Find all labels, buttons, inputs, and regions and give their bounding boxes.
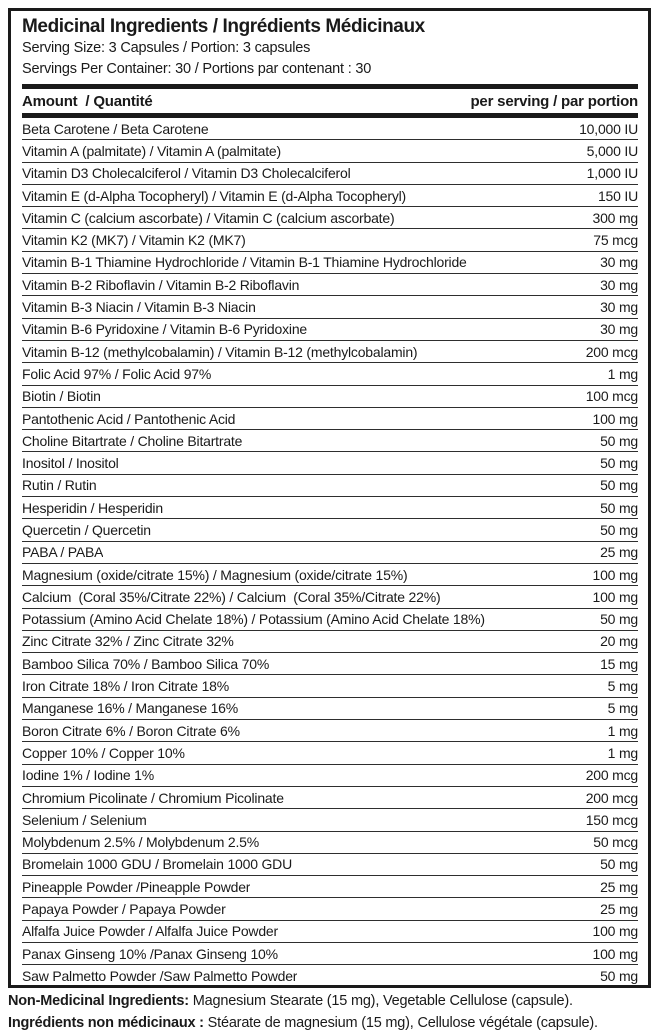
table-row [22,497,638,519]
ingredient-amount: 200 mcg [585,767,638,784]
ingredient-name: Vitamin D3 Cholecalciferol / Vitamin D3 Cholecalciferol [22,165,351,182]
table-row [22,720,638,742]
ingredient-amount: 30 mg [600,299,638,316]
table-row [22,163,638,185]
ingredient-name: PABA / PABA [22,544,104,561]
table-row [22,274,638,296]
table-row [22,118,638,140]
ingredient-name: Iron Citrate 18% / Iron Citrate 18% [22,678,229,695]
ingredient-amount: 50 mg [600,499,638,516]
ingredient-name: Inositol / Inositol [22,455,119,472]
table-row [22,631,638,653]
ingredient-amount: 100 mg [592,588,638,605]
ingredient-amount: 30 mg [600,321,638,338]
non-medicinal-line-en [8,991,653,1013]
ingredient-amount: 75 mcg [593,232,638,249]
table-row [22,653,638,675]
ingredient-name: Quercetin / Quercetin [22,521,151,538]
non-medicinal-text-en: Magnesium Stearate (15 mg), Vegetable Cellulose (capsule). [188,993,573,1009]
ingredient-amount: 1 mg [607,365,638,382]
table-row [22,921,638,943]
table-row [22,252,638,274]
ingredient-name: Choline Bitartrate / Choline Bitartrate [22,432,243,449]
table-row [22,519,638,541]
medicinal-ingredients-panel [8,8,651,988]
ingredient-amount: 20 mg [600,633,638,650]
non-medicinal-label-fr: Ingrédients non médicinaux : [8,1014,204,1031]
table-row [22,943,638,965]
ingredient-amount: 15 mg [600,655,638,672]
ingredient-amount: 200 mcg [585,343,638,360]
serving-size-line: Serving Size: 3 Capsules / Portion: 3 capsules [22,40,311,56]
table-row [22,609,638,631]
table-row [22,876,638,898]
table-row [22,319,638,341]
non-medicinal-text-fr: Stéarate de magnesium (15 mg), Cellulose végétale (capsule). [203,1014,598,1031]
ingredient-name: Rutin / Rutin [22,477,97,494]
table-row [22,341,638,363]
ingredient-amount: 300 mg [592,209,638,226]
ingredient-amount: 1,000 IU [586,165,638,182]
ingredient-amount: 25 mg [600,901,638,918]
non-medicinal-label-en: Non-Medicinal Ingredients: [8,993,189,1009]
ingredient-amount: 50 mg [600,521,638,538]
ingredient-amount: 150 mcg [585,811,638,828]
ingredient-amount: 5,000 IU [586,142,638,159]
table-row [22,675,638,697]
ingredient-name: Vitamin B-12 (methylcobalamin) / Vitamin B-12 (methylcobalamin) [22,343,418,360]
ingredient-amount: 50 mg [600,455,638,472]
ingredient-amount: 50 mg [600,968,638,985]
ingredient-amount: 100 mg [592,923,638,940]
table-row [22,765,638,787]
ingredient-amount: 100 mg [592,945,638,962]
ingredient-amount: 1 mg [607,722,638,739]
ingredient-rows [22,118,638,988]
table-row [22,229,638,251]
ingredient-name: Copper 10% / Copper 10% [22,744,185,761]
ingredient-amount: 50 mg [600,477,638,494]
ingredient-name: Molybdenum 2.5% / Molybdenum 2.5% [22,834,259,851]
table-row [22,542,638,564]
table-row [22,430,638,452]
table-row [22,475,638,497]
ingredient-name: Vitamin A (palmitate) / Vitamin A (palmitate) [22,142,281,159]
ingredient-name: Saw Palmetto Powder /Saw Palmetto Powder [22,968,298,985]
table-row [22,965,638,987]
ingredient-amount: 5 mg [607,678,638,695]
ingredient-name: Pantothenic Acid / Pantothenic Acid [22,410,236,427]
table-row [22,452,638,474]
ingredient-name: Vitamin B-1 Thiamine Hydrochloride / Vitamin B-1 Thiamine Hydrochloride [22,254,467,271]
ingredient-name: Vitamin E (d-Alpha Tocopheryl) / Vitamin E (d-Alpha Tocopheryl) [22,187,407,204]
ingredient-name: Panax Ginseng 10% /Panax Ginseng 10% [22,945,278,962]
table-row [22,386,638,408]
ingredient-name: Manganese 16% / Manganese 16% [22,700,239,717]
table-row [22,854,638,876]
ingredient-name: Bamboo Silica 70% / Bamboo Silica 70% [22,655,270,672]
table-row [22,185,638,207]
ingredient-name: Pineapple Powder /Pineapple Powder [22,878,251,895]
servings-per-container-line: Servings Per Container: 30 / Portions par contenant : 30 [22,61,372,77]
ingredient-name: Folic Acid 97% / Folic Acid 97% [22,365,212,382]
ingredient-name: Vitamin K2 (MK7) / Vitamin K2 (MK7) [22,232,246,249]
panel-title: Medicinal Ingredients / Ingrédients Médicinaux [22,16,425,37]
table-row [22,742,638,764]
table-row [22,809,638,831]
ingredient-amount: 100 mg [592,410,638,427]
ingredient-name: Papaya Powder / Papaya Powder [22,901,226,918]
ingredient-amount: 200 mcg [585,789,638,806]
table-row [22,207,638,229]
ingredient-amount: 5 mg [607,700,638,717]
table-row [22,363,638,385]
ingredient-amount: 150 IU [597,187,638,204]
ingredient-name: Selenium / Selenium [22,811,147,828]
non-medicinal-line-fr [8,1013,653,1033]
table-row [22,564,638,586]
ingredient-amount: 100 mg [592,566,638,583]
ingredient-name: Zinc Citrate 32% / Zinc Citrate 32% [22,633,234,650]
ingredient-amount: 25 mg [600,544,638,561]
table-row [22,698,638,720]
ingredient-amount: 1 mg [607,744,638,761]
ingredient-amount: 30 mg [600,254,638,271]
ingredient-amount: 30 mg [600,276,638,293]
table-row [22,832,638,854]
ingredient-name: Bromelain 1000 GDU / Bromelain 1000 GDU [22,856,292,873]
ingredient-name: Hesperidin / Hesperidin [22,499,163,516]
ingredient-name: Magnesium (oxide/citrate 15%) / Magnesium (oxide/citrate 15%) [22,566,408,583]
ingredient-name: Vitamin B-6 Pyridoxine / Vitamin B-6 Pyridoxine [22,321,307,338]
ingredient-name: Calcium (Coral 35%/Citrate 22%) / Calcium (Coral 35%/Citrate 22%) [22,588,441,605]
ingredient-name: Beta Carotene / Beta Carotene [22,120,209,137]
ingredient-amount: 10,000 IU [579,120,638,137]
table-row [22,296,638,318]
ingredient-name: Boron Citrate 6% / Boron Citrate 6% [22,722,240,739]
per-serving-column-header: per serving / par portion [470,92,638,110]
ingredient-name: Vitamin B-3 Niacin / Vitamin B-3 Niacin [22,299,256,316]
ingredient-amount: 100 mcg [585,388,638,405]
table-row [22,586,638,608]
ingredient-amount: 25 mg [600,878,638,895]
table-row [22,408,638,430]
ingredient-name: Vitamin C (calcium ascorbate) / Vitamin C (calcium ascorbate) [22,209,395,226]
ingredient-amount: 50 mg [600,432,638,449]
ingredient-amount: 50 mg [600,856,638,873]
amount-column-header: Amount / Quantité [22,92,153,110]
column-header-row [22,89,638,113]
ingredient-amount: 50 mcg [593,834,638,851]
panel-inner [11,11,648,988]
table-row [22,898,638,920]
table-row [22,140,638,162]
ingredient-name: Alfalfa Juice Powder / Alfalfa Juice Powder [22,923,278,940]
ingredient-name: Potassium (Amino Acid Chelate 18%) / Potassium (Amino Acid Chelate 18%) [22,611,485,628]
ingredient-name: Vitamin B-2 Riboflavin / Vitamin B-2 Riboflavin [22,276,300,293]
ingredient-amount: 50 mg [600,611,638,628]
ingredient-name: Iodine 1% / Iodine 1% [22,767,155,784]
ingredient-name: Biotin / Biotin [22,388,101,405]
ingredient-name: Chromium Picolinate / Chromium Picolinate [22,789,284,806]
non-medicinal-ingredients-section [8,991,653,1033]
table-row [22,787,638,809]
